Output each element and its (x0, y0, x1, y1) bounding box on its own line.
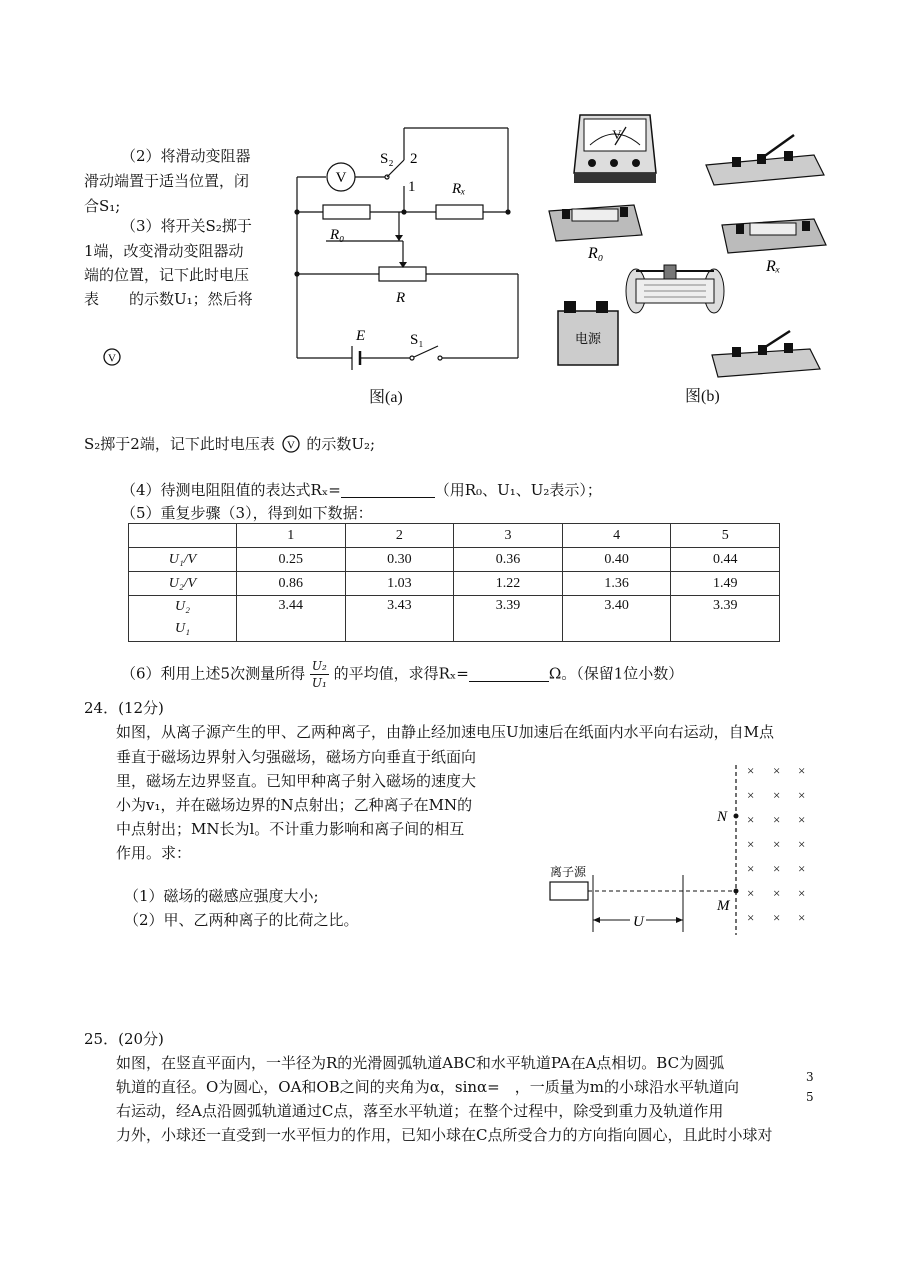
field-cross: × (798, 763, 806, 778)
ion-source-label: 离子源 (550, 865, 587, 879)
field-cross: × (747, 763, 755, 778)
ratio-fraction: $\frac{\text{U₂}}{\text{U₁}}$ (311, 659, 327, 690)
m-label: M (717, 898, 730, 914)
step2-line-1: （2）将滑动变阻器 (121, 147, 251, 165)
sin-fraction (806, 1067, 814, 1107)
table-header-cell: 2 (345, 524, 454, 548)
table-cell: 3.40 (562, 596, 671, 642)
field-cross: × (798, 812, 806, 827)
step4: （4）待测电阻阻值的表达式Rₓ= （用R₀、U₁、U₂表示）； (121, 481, 602, 499)
field-cross: × (747, 910, 755, 925)
field-cross: × (747, 861, 755, 876)
sin-numerator: 3 (806, 1070, 814, 1084)
table-header-cell: 4 (562, 524, 671, 548)
pos1-label: 1 (408, 179, 416, 195)
row-label-u1: U₁/V (129, 548, 237, 572)
n-label: N (717, 809, 728, 825)
svg-text:V: V (286, 439, 295, 452)
svg-text:V: V (108, 352, 116, 365)
field-cross: × (747, 787, 755, 803)
figure-b-caption: 图(b) (685, 388, 720, 405)
field-cross: × (798, 861, 806, 876)
rheostat-device-icon (626, 265, 724, 313)
table-cell: 0.86 (237, 572, 346, 596)
r0-device-label: R₀ (588, 245, 604, 262)
table-cell: 1.22 (454, 572, 563, 596)
figure-a-caption: 图(a) (369, 389, 403, 406)
table-cell: 3.39 (671, 596, 780, 642)
emf-label: E (356, 328, 366, 344)
step3-line-2: 1端，改变滑动变阻器动 (84, 242, 244, 260)
apparatus-figure-b (544, 105, 834, 385)
field-cross: × (798, 787, 806, 803)
table-row (129, 548, 780, 572)
table-cell: 1.36 (562, 572, 671, 596)
q24-line-5: 中点射出；MN长为l。不计重力影响和离子间的相互 (116, 820, 465, 838)
rx-label: Rₓ (452, 181, 466, 197)
field-cross: × (798, 910, 806, 925)
q24-line-4: 小为v₁，并在磁场边界的N点射出；乙种离子在MN的 (116, 796, 473, 814)
field-cross: × (773, 885, 781, 901)
answer-blank-rx[interactable] (341, 481, 435, 498)
step3-line-4: 表 的示数U₁；然后将 (84, 290, 253, 308)
field-cross: × (747, 885, 755, 901)
voltmeter-label: V (335, 170, 347, 186)
table-cell: 0.30 (345, 548, 454, 572)
r0-device-icon (549, 205, 642, 241)
table-cell: 3.39 (454, 596, 563, 642)
field-cross: × (747, 836, 755, 852)
field-cross: × (773, 787, 781, 803)
r-label: R (396, 290, 406, 306)
table-cell: 3.44 (237, 596, 346, 642)
s2-label: S₂ (380, 151, 394, 167)
step5: （5）重复步骤（3），得到如下数据： (121, 504, 373, 522)
rx-device-label: Rₓ (766, 258, 781, 275)
voltmeter-symbol-icon (101, 346, 123, 368)
step3-line-3: 端的位置，记下此时电压 (84, 266, 250, 284)
table-header-cell (129, 524, 237, 548)
svg-text:电源: 电源 (574, 331, 602, 346)
table-header-cell: 5 (671, 524, 780, 548)
circuit-diagram-a (286, 120, 526, 410)
field-cross: × (773, 836, 781, 852)
table-cell: 0.36 (454, 548, 563, 572)
r0-label: R₀ (330, 227, 345, 243)
ratio-denominator: U₁ (175, 621, 190, 636)
q25-line-4: 力外，小球还一直受到一水平恒力的作用，已知小球在C点所受合力的方向指向圆心，且此时小球对 (116, 1126, 773, 1144)
q25-line-3: 右运动，经A点沿圆弧轨道通过C点，落至水平轨道；在整个过程中，除受到重力及轨道作用 (116, 1102, 724, 1120)
q24-sub-2: （2）甲、乙两种离子的比荷之比。 (124, 911, 359, 929)
q24-line-2: 垂直于磁场边界射入匀强磁场，磁场方向垂直于纸面向 (116, 748, 477, 766)
q25-line-2: 轨道的直径。O为圆心，OA和OB之间的夹角为α，sinα= ，一质量为m的小球沿水平轨道向 (116, 1078, 739, 1096)
step3-line-1: （3）将开关S₂掷于 (121, 217, 252, 235)
power-source-icon (558, 301, 618, 365)
table-header-cell: 3 (454, 524, 563, 548)
data-table (128, 523, 780, 642)
field-cross: × (773, 910, 781, 925)
step6: （6）利用上述5次测量所得 $\frac{\text{U₂}}{\text{U₁}}$ 的平均值，求得Rₓ= Ω。（保留1位小数） (121, 659, 684, 690)
voltmeter-device-icon (574, 115, 656, 183)
table-cell: 3.43 (345, 596, 454, 642)
u-label: U (633, 914, 644, 930)
field-cross: × (773, 812, 781, 827)
q24-sub-1: （1）磁场的磁感应强度大小; (124, 887, 319, 905)
table-row (129, 596, 780, 642)
cross-grid (747, 763, 805, 925)
q25-number: 25．(20分) (84, 1030, 164, 1048)
table-cell: 1.03 (345, 572, 454, 596)
table-cell: 1.49 (671, 572, 780, 596)
table-cell: 0.40 (562, 548, 671, 572)
field-cross: × (798, 836, 806, 852)
table-cell: 0.44 (671, 548, 780, 572)
q24-line-6: 作用。求： (116, 844, 192, 862)
s1-label: S₁ (410, 332, 424, 348)
ratio-numerator: U₂ (175, 599, 190, 614)
answer-blank-rx-value[interactable] (469, 665, 549, 682)
rx-device-icon (722, 219, 826, 253)
field-cross: × (798, 885, 806, 901)
step2-line-2: 滑动端置于适当位置，闭 (84, 172, 250, 190)
switch-device-icon (706, 135, 824, 185)
magnetic-field-figure (545, 760, 815, 940)
field-cross: × (747, 812, 755, 827)
table-row (129, 572, 780, 596)
row-label-ratio (129, 596, 237, 642)
q24-line-3: 里，磁场左边界竖直。已知甲种离子射入磁场的速度大 (116, 772, 477, 790)
table-header-cell: 1 (237, 524, 346, 548)
pos2-label: 2 (410, 151, 418, 167)
voltmeter-symbol-icon-2 (280, 434, 302, 454)
q25-line-1: 如图，在竖直平面内，一半径为R的光滑圆弧轨道ABC和水平轨道PA在A点相切。BC为圆弧 (116, 1054, 725, 1072)
step3-continued: S₂掷于2端，记下此时电压表 V 的示数U₂; (84, 435, 376, 453)
q24-number: 24．(12分) (84, 699, 164, 717)
sin-denominator: 5 (806, 1090, 814, 1104)
svg-text:V: V (612, 127, 622, 142)
step2-line-3: 合S₁; (84, 197, 121, 215)
field-cross: × (773, 763, 781, 778)
table-cell: 0.25 (237, 548, 346, 572)
row-label-u2: U₂/V (129, 572, 237, 596)
table-header-row (129, 524, 780, 548)
field-cross: × (773, 861, 781, 876)
switch-device-icon-2 (712, 331, 820, 377)
q24-line-1: 如图，从离子源产生的甲、乙两种离子，由静止经加速电压U加速后在纸面内水平向右运动，自M点 (116, 723, 775, 741)
